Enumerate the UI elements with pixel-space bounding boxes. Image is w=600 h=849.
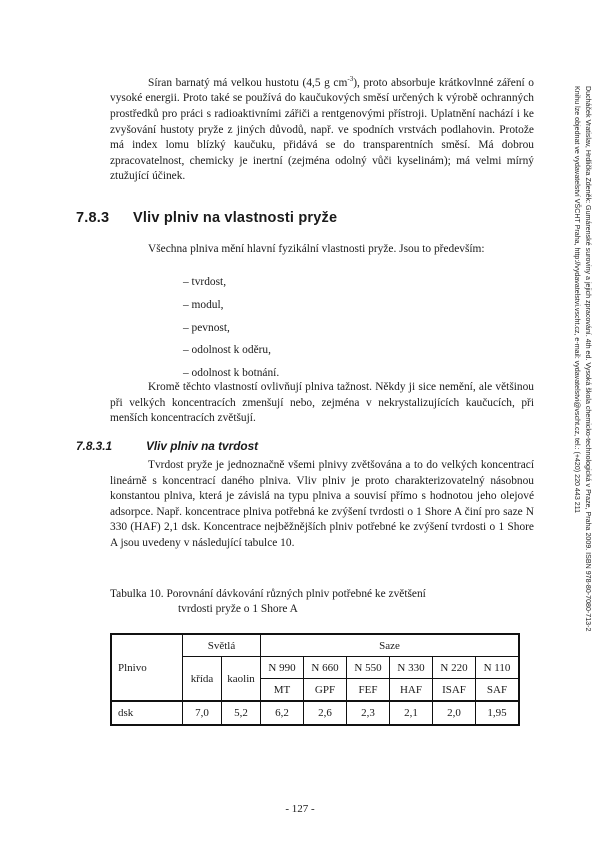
list-item: – odolnost k botnání. (183, 367, 279, 390)
table-cell: 2,6 (304, 701, 347, 725)
section-intro-paragraph: Všechna plniva mění hlavní fyzikální vlastnosti pryže. Jsou to především: (148, 243, 485, 255)
subsection-title: Vliv plniv na tvrdost (146, 439, 259, 453)
column-header: N 660 (304, 657, 347, 679)
group-header-black: Saze (261, 634, 520, 657)
intro-paragraph: Síran barnatý má velkou hustotu (4,5 g $cm^{-3}$), proto absorbuje krátkovlnné záření o vysoké energii. Proto také se používá do kaučukových směsí určených k výrobě ochranných prostředků pro práci s radioaktivními zářiči a rentgenovými přístroji. Uplatnění nachází i ke zvyšování hustoty pryže z jiných důvodů, např. ve spodních vrstvách podlahovin. Protože má index lomu blízký kaučuku, přidává se do transparentních směsí. Má dobrou zpracovatelnost, chemicky je inertní (zejména odolný vůči kyselinám); má velmi mírný ztužující účinek. (110, 75, 534, 183)
table-cell: 2,1 (390, 701, 433, 725)
list-item: – tvrdost, (183, 276, 279, 299)
column-subheader: GPF (304, 679, 347, 702)
column-header: N 330 (390, 657, 433, 679)
list-item: – pevnost, (183, 322, 279, 345)
column-header: kaolin (222, 657, 261, 702)
column-header: N 990 (261, 657, 304, 679)
citation-line: Ducháček Vratislav, Hrdlička Zdeněk: Gumárenské suroviny a jejich zpracování. 4th ed. Vysoká škola chemicko-technologická v Praze, Praha 2009. ISBN 978-80-7080-713-2 (584, 86, 592, 632)
list-item: – modul, (183, 299, 279, 322)
subsection-heading (76, 439, 258, 453)
section-number: 7.8.3 (76, 210, 110, 226)
column-subheader: HAF (390, 679, 433, 702)
ordering-line: Knihu lze objednat ve vydavatelství VŠCHT Praha, http://vydavatelstvi.vscht.cz, e-mail: vydavatelstvi@vscht.cz, tel.: (+420) 220 443 211 (573, 86, 581, 514)
column-subheader: ISAF (433, 679, 476, 702)
column-header: N 220 (433, 657, 476, 679)
filler-table (110, 633, 520, 726)
column-subheader: MT (261, 679, 304, 702)
citation-sidebar (563, 86, 593, 696)
row-label: dsk (111, 701, 183, 725)
table-cell: 7,0 (183, 701, 222, 725)
row-header-cell: Plnivo (111, 634, 183, 701)
hardness-paragraph: Tvrdost pryže je jednoznačně všemi plnivy zvětšována a to do velkých koncentrací lineárně s koncentrací daného plniva. Vliv plniv je proto charakterizovatelný násobnou konstantou plniva, která je závislá na typu plniva a souvisí přímo s hodnotou jeho olejové adsorpce. Např. koncentrace plniva potřebná ke zvýšení tvrdosti o 1 Shore A činí pro saze N 330 (HAF) 2,1 dsk. Koncentrace nejběžnějších plniv potřebné ke zvýšení tvrdosti o 1 Shore A jsou uvedeny v následující tabulce 10. (110, 459, 534, 549)
table-cell: 2,0 (433, 701, 476, 725)
after-list-paragraph: Kromě těchto vlastností ovlivňují plniva tažnost. Někdy ji sice nemění, ale většinou při velkých koncentracích zmenšují nebo, zejména v nekrystalizujících kaučucích, při menších koncentracích zvětšují. (110, 381, 534, 425)
table-cell: 1,95 (476, 701, 520, 725)
column-subheader: SAF (476, 679, 520, 702)
section-title: Vliv plniv na vlastnosti pryže (133, 210, 338, 226)
column-header: N 550 (347, 657, 390, 679)
property-list (183, 276, 279, 390)
table-cell: 6,2 (261, 701, 304, 725)
page-number: - 127 - (285, 803, 315, 815)
table-cell: 2,3 (347, 701, 390, 725)
column-header: křída (183, 657, 222, 702)
table-caption: Tabulka 10. Porovnání dávkování různých plniv potřebné ke zvětšení tvrdosti pryže o 1 Shore A (110, 588, 426, 616)
column-subheader: FEF (347, 679, 390, 702)
table-cell: 5,2 (222, 701, 261, 725)
group-header-light: Světlá (183, 634, 261, 657)
list-item: – odolnost k oděru, (183, 344, 279, 367)
subsection-number: 7.8.3.1 (76, 439, 113, 453)
table-row (111, 701, 519, 725)
section-heading (76, 210, 337, 226)
column-header: N 110 (476, 657, 520, 679)
